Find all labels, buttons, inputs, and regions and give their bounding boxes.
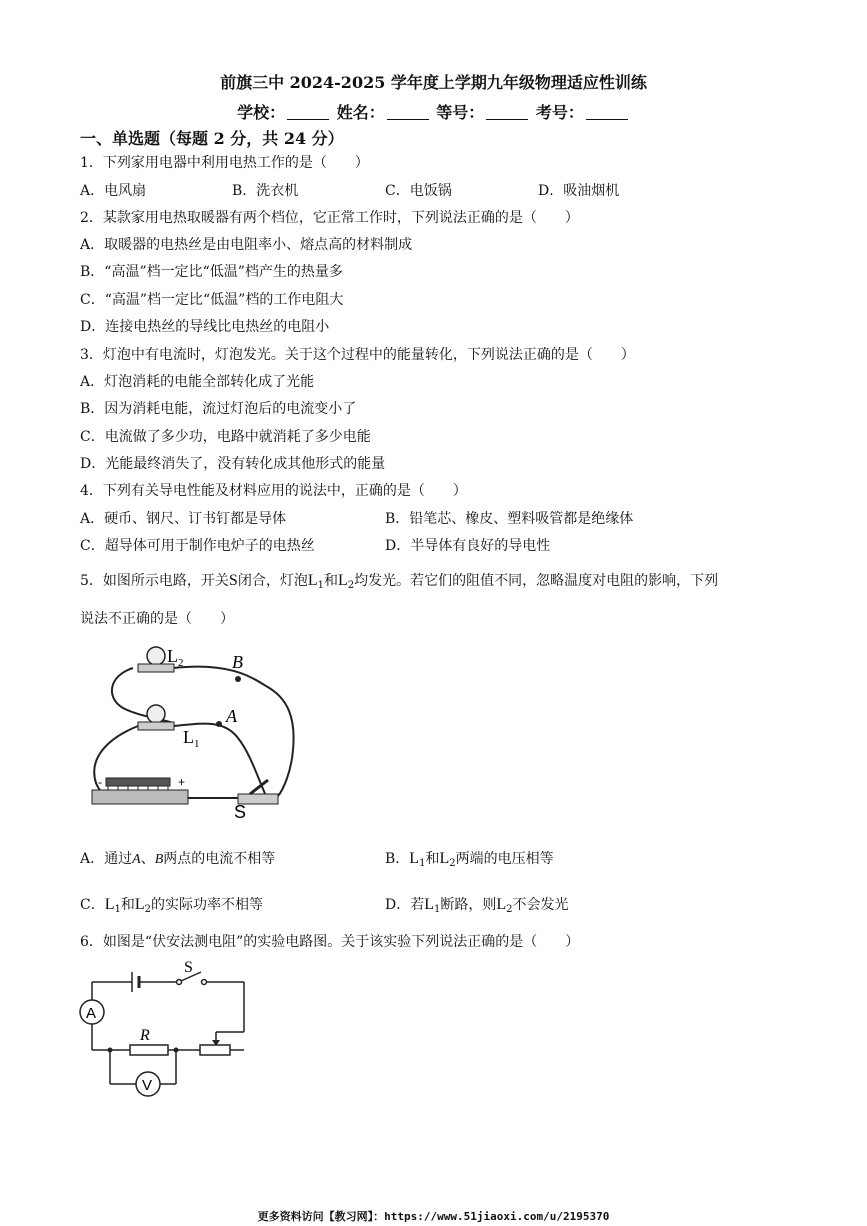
switch-label: S	[184, 960, 193, 976]
question-2-stem: 2．某款家用电热取暖器有两个档位，它正常工作时，下列说法正确的是（ ）	[80, 210, 579, 226]
question-5-stem-line2: 说法不正确的是（ ）	[80, 611, 234, 627]
label-b: B	[232, 652, 243, 672]
question-2-option-c: C．“高温”档一定比“低温”档的工作电阻大	[80, 292, 344, 308]
point-a-dot	[216, 721, 222, 727]
name-blank[interactable]	[387, 105, 429, 120]
question-4-stem: 4．下列有关导电性能及材料应用的说法中，正确的是（ ）	[80, 483, 467, 499]
question-6-stem: 6．如图是“伏安法测电阻”的实验电路图。关于该实验下列说法正确的是（ ）	[80, 934, 580, 950]
student-info-line	[0, 100, 867, 123]
question-1-option-d: D．吸油烟机	[538, 183, 620, 199]
question-3-option-a: A．灯泡消耗的电能全部转化成了光能	[80, 374, 315, 390]
question-3-stem: 3．灯泡中有电流时，灯泡发光。关于这个过程中的能量转化，下列说法正确的是（ ）	[80, 347, 635, 363]
question-4-option-b: B．铅笔芯、橡皮、塑料吸管都是绝缘体	[385, 511, 634, 527]
label-s: S	[234, 802, 247, 820]
page-title: 前旗三中 2024-2025 学年度上学期九年级物理适应性训练	[220, 73, 647, 92]
question-2-option-a: A．取暖器的电热丝是由电阻率小、熔点高的材料制成	[80, 237, 413, 253]
question-1-stem: 1．下列家用电器中利用电热工作的是（ ）	[80, 155, 369, 171]
school-blank[interactable]	[287, 105, 329, 120]
question-5-option-d: D．若$L_1$断路，则$L_2$不会发光	[385, 896, 569, 915]
question-4-option-d: D．半导体有良好的导电性	[385, 538, 551, 554]
footer-link[interactable]: 更多资料访问【教习网】：https://www.51jiaoxi.com/u/2195370	[257, 1210, 610, 1223]
grade-blank[interactable]	[486, 105, 528, 120]
battery-minus: -	[98, 775, 102, 789]
question-5-option-b: B．$L_1$和$L_2$两端的电压相等	[385, 850, 554, 869]
question-6-circuit-figure	[76, 960, 256, 1100]
question-1-option-a: A．电风扇	[80, 183, 147, 199]
question-2-option-b: B．“高温”档一定比“低温”档产生的热量多	[80, 264, 343, 280]
question-3-option-b: B．因为消耗电能，流过灯泡后的电流变小了	[80, 401, 357, 417]
question-3-option-c: C．电流做了多少功，电路中就消耗了多少电能	[80, 429, 371, 445]
ammeter-label: A	[86, 1005, 97, 1022]
question-5-option-c: C．$L_1$和$L_2$的实际功率不相等	[80, 896, 264, 915]
question-2-option-d: D．连接电热丝的导线比电热丝的电阻小	[80, 319, 330, 335]
battery-icon	[92, 790, 188, 804]
label-a: A	[226, 706, 237, 726]
school-label: 学校：	[237, 103, 286, 122]
question-5-stem: 5．如图所示电路，开关S闭合，灯泡$L_1$和$L_2$均发光。若它们的阻值不同，忽略温度对电阻的影响，下列	[80, 572, 719, 591]
question-1-option-b: B．洗衣机	[232, 183, 299, 199]
voltmeter-label: V	[142, 1077, 153, 1094]
label-l2: $L_2$	[167, 646, 184, 669]
bulb-l2-icon	[147, 647, 165, 665]
question-1-option-c: C．电饭锅	[385, 183, 452, 199]
question-4-option-c: C．超导体可用于制作电炉子的电热丝	[80, 538, 315, 554]
point-b-dot	[235, 676, 241, 682]
question-5-circuit-figure	[78, 638, 308, 820]
question-5-option-a: A．通过A、B两点的电流不相等	[80, 851, 276, 867]
question-4-option-a: A．硬币、钢尺、订书钉都是导体	[80, 511, 287, 527]
battery-plus: +	[178, 775, 186, 789]
name-label: 姓名：	[336, 103, 385, 122]
bulb-l1-icon	[147, 705, 165, 723]
exam-number-blank[interactable]	[586, 105, 628, 120]
section-title: 一、单选题（每题 2 分，共 24 分）	[80, 129, 344, 148]
label-l1: $L_1$	[183, 727, 200, 750]
exam-number-label: 考号：	[535, 103, 584, 122]
grade-label: 等号：	[436, 103, 485, 122]
question-3-option-d: D．光能最终消失了，没有转化成其他形式的能量	[80, 456, 386, 472]
resistor-label: R	[140, 1027, 150, 1044]
